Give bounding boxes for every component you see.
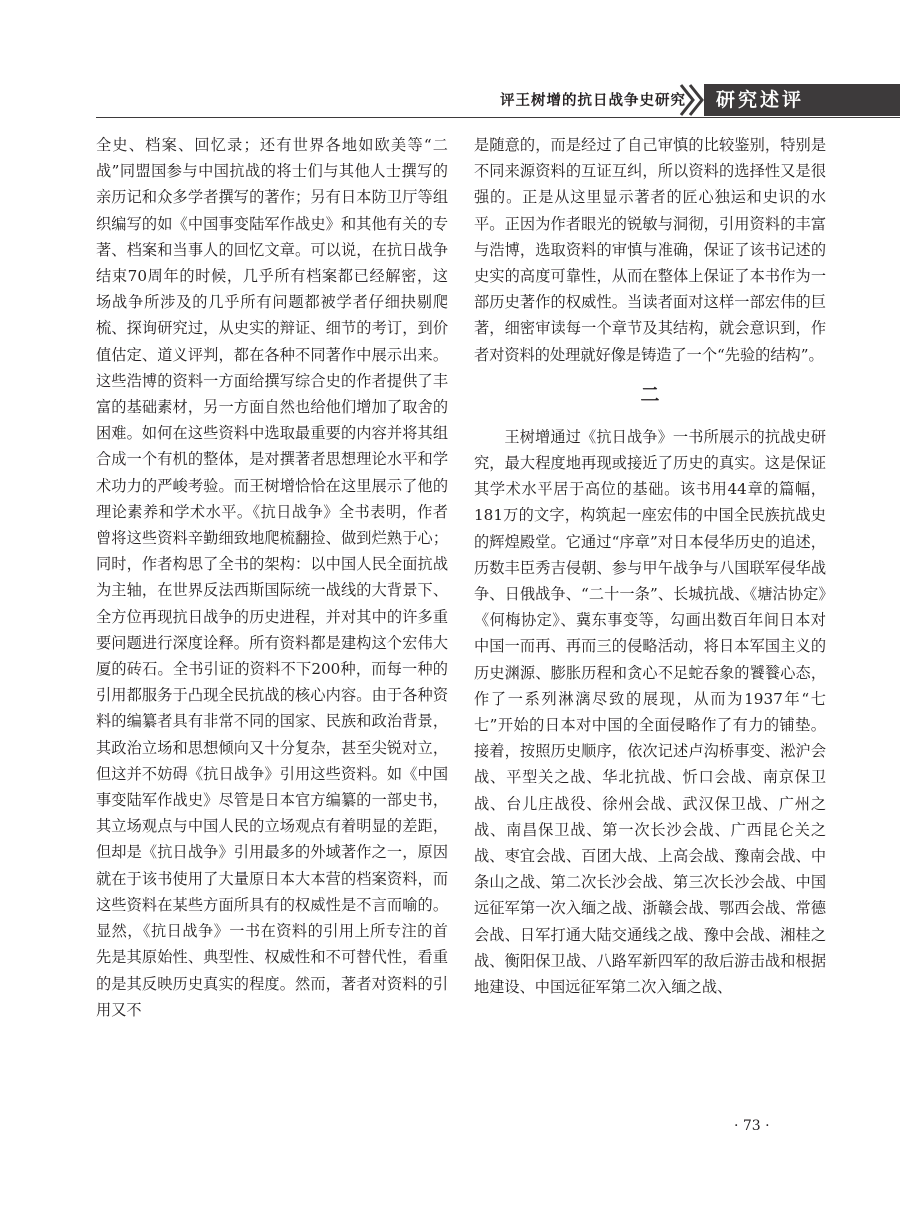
section-label: 研究述评 [704, 84, 900, 116]
left-column [96, 132, 448, 1023]
right-column [474, 132, 826, 1000]
body-paragraph: 是随意的，而是经过了自己审慎的比较鉴别，特别是不同来源资料的互证互纠，所以资料的选择性又是很强的。正是从这里显示著者的匠心独运和史识的水平。正因为作者眼光的锐敏与洞彻，引用资料的丰富与浩博，选取资料的审慎与准确，保证了该书记述的史实的高度可靠性，从而在整体上保证了本书作为一部历史著作的权威性。当读者面对这样一部宏伟的巨著，细密审读每一个章节及其结构，就会意识到，作者对资料的处理就好像是铸造了一个“先验的结构”。 [474, 136, 826, 364]
page-number: · 73 · [734, 1118, 770, 1134]
body-paragraph: 王树增通过《抗日战争》一书所展示的抗战史研究，最大程度地再现或接近了历史的真实。这是保证其学术水平居于高位的基础。该书用44章的篇幅，181万的文字，构筑起一座宏伟的中国全民族抗战史的辉煌殿堂。它通过“序章”对日本侵华历史的追述，历数丰臣秀吉侵朝、参与甲午战争与八国联军侵华战争、日俄战争、“二十一条”、长城抗战、《塘沽协定》《何梅协定》、冀东事变等，勾画出数百年间日本对中国一而再、再而三的侵略活动，将日本军国主义的历史渊源、膨胀历程和贪心不足蛇吞象的饕餮心态，作了一系列淋漓尽致的展现，从而为1937年“七七”开始的日本对中国的全面侵略作了有力的铺垫。接着，按照历史顺序，依次记述卢沟桥事变、淞沪会战、平型关之战、华北抗战、忻口会战、南京保卫战、台儿庄战役、徐州会战、武汉保卫战、广州之战、南昌保卫战、第一次长沙会战、广西昆仑关之战、枣宜会战、百团大战、上高会战、豫南会战、中条山之战、第二次长沙会战、第三次长沙会战、中国远征军第一次入缅之战、浙赣会战、鄂西会战、常德会战、日军打通大陆交通线之战、豫中会战、湘桂之战、衡阳保卫战、八路军新四军的敌后游击战和根据地建设、中国远征军第二次入缅之战、 [474, 427, 826, 997]
running-header [0, 84, 900, 118]
header-divider [96, 117, 900, 118]
running-title: 评王树增的抗日战争史研究 [500, 92, 686, 109]
section-heading: 二 [640, 383, 660, 406]
body-paragraph: 全史、档案、回忆录；还有世界各地如欧美等“二战”同盟国参与中国抗战的将士们与其他人士撰写的亲历记和众多学者撰写的著作；另有日本防卫厅等组织编写的如《中国事变陆军作战史》和其他有关的专著、档案和当事人的回忆文章。可以说，在抗日战争结束70周年的时候，几乎所有档案都已经解密，这场战争所涉及的几乎所有问题都被学者仔细抉剔爬梳、探询研究过，从史实的辩证、细节的考订，到价值估定、道义评判，都在各种不同著作中展示出来。这些浩博的资料一方面给撰写综合史的作者提供了丰富的基础素材，另一方面自然也给他们增加了取舍的困难。如何在这些资料中选取最重要的内容并将其组合成一个有机的整体，是对撰著者思想理论水平和学术功力的严峻考验。而王树增恰恰在这里展示了他的理论素养和学术水平。《抗日战争》全书表明，作者曾将这些资料辛勤细致地爬梳翻捡、做到烂熟于心；同时，作者构思了全书的架构：以中国人民全面抗战为主轴，在世界反法西斯国际统一战线的大背景下、全方位再现抗日战争的历史进程，并对其中的许多重要问题进行深度诠释。所有资料都是建构这个宏伟大厦的砖石。全书引证的资料不下200种，而每一种的引用都服务于凸现全民抗战的核心内容。由于各种资料的编纂者具有非常不同的国家、民族和政治背景，其政治立场和思想倾向又十分复杂，甚至尖锐对立，但这并不妨碍《抗日战争》引用这些资料。如《中国事变陆军作战史》尽管是日本官方编纂的一部史书，其立场观点与中国人民的立场观点有着明显的差距，但却是《抗日战争》引用最多的外域著作之一，原因就在于该书使用了大量原日本大本营的档案资料，而这些资料在某些方面所具有的权威性是不言而喻的。显然，《抗日战争》一书在资料的引用上所专注的首先是其原始性、典型性、权威性和不可替代性，看重的是其反映历史真实的程度。然而，著者对资料的引用又不 [96, 136, 448, 1019]
